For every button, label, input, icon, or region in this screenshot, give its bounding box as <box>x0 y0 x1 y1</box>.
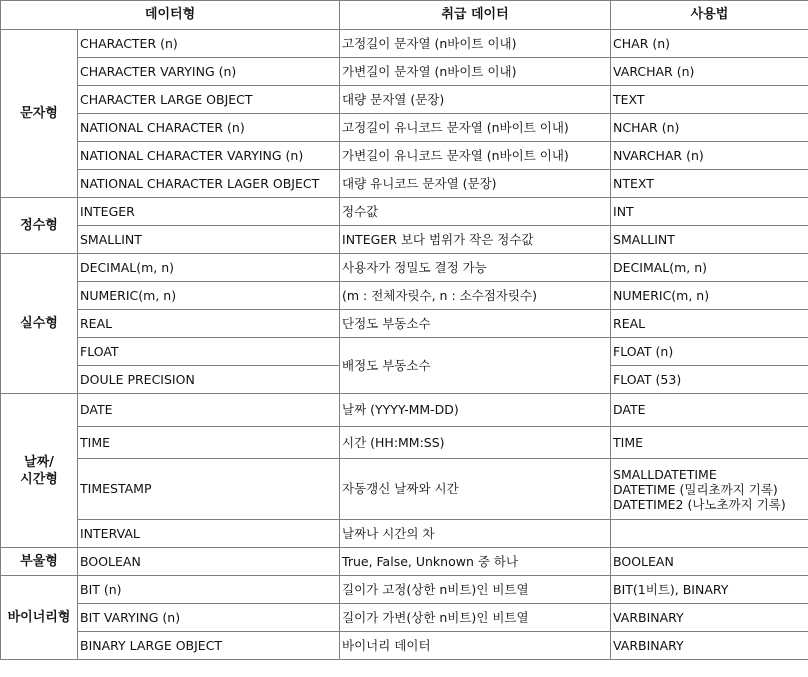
usage-cell: NVARCHAR (n) <box>611 142 808 170</box>
usage-line: DATETIME2 (나노초까지 기록) <box>613 496 786 512</box>
data-cell: 자동갱신 날짜와 시간 <box>340 459 611 520</box>
type-cell: REAL <box>78 310 340 338</box>
usage-cell: VARCHAR (n) <box>611 58 808 86</box>
type-cell: CHARACTER VARYING (n) <box>78 58 340 86</box>
usage-cell <box>611 520 808 548</box>
usage-cell: NCHAR (n) <box>611 114 808 142</box>
table-row <box>1 576 808 604</box>
usage-cell: VARBINARY <box>611 604 808 632</box>
type-cell: DATE <box>78 394 340 427</box>
type-cell: TIMESTAMP <box>78 459 340 520</box>
usage-cell-multiline <box>611 459 808 520</box>
usage-line: SMALLDATETIME <box>613 466 717 482</box>
group-string: 문자형 <box>1 30 78 198</box>
usage-cell: DATE <box>611 394 808 427</box>
group-integer: 정수형 <box>1 198 78 254</box>
usage-cell: BOOLEAN <box>611 548 808 576</box>
data-cell: 날짜나 시간의 차 <box>340 520 611 548</box>
data-cell: 단정도 부동소수 <box>340 310 611 338</box>
table-row <box>1 30 808 58</box>
table-row <box>1 548 808 576</box>
usage-cell: DECIMAL(m, n) <box>611 254 808 282</box>
data-cell: 대량 문자열 (문장) <box>340 86 611 114</box>
table-row <box>1 198 808 226</box>
type-cell: BOOLEAN <box>78 548 340 576</box>
type-cell: BINARY LARGE OBJECT <box>78 632 340 660</box>
data-cell: 사용자가 정밀도 결정 가능 <box>340 254 611 282</box>
data-cell: 고정길이 유니코드 문자열 (n바이트 이내) <box>340 114 611 142</box>
header-handled-data: 취급 데이터 <box>340 1 611 30</box>
data-cell: 길이가 가변(상한 n비트)인 비트열 <box>340 604 611 632</box>
type-cell: NATIONAL CHARACTER (n) <box>78 114 340 142</box>
data-cell: 대량 유니코드 문자열 (문장) <box>340 170 611 198</box>
group-datetime <box>1 394 78 548</box>
header-usage: 사용법 <box>611 1 808 30</box>
usage-cell: NTEXT <box>611 170 808 198</box>
header-datatype: 데이터형 <box>1 1 340 30</box>
table-row <box>1 632 808 660</box>
data-cell: 바이너리 데이터 <box>340 632 611 660</box>
data-cell: 배정도 부동소수 <box>340 338 611 394</box>
usage-cell: BIT(1비트), BINARY <box>611 576 808 604</box>
group-datetime-line1: 날짜/ <box>24 454 54 470</box>
group-boolean: 부울형 <box>1 548 78 576</box>
table-row <box>1 282 808 310</box>
table-row <box>1 226 808 254</box>
usage-line: DATETIME (밀리초까지 기록) <box>613 481 778 497</box>
type-cell: CHARACTER LARGE OBJECT <box>78 86 340 114</box>
data-cell: 가변길이 문자열 (n바이트 이내) <box>340 58 611 86</box>
type-cell: BIT (n) <box>78 576 340 604</box>
type-cell: TIME <box>78 427 340 459</box>
type-cell: CHARACTER (n) <box>78 30 340 58</box>
usage-cell: FLOAT (n) <box>611 338 808 366</box>
usage-cell: SMALLINT <box>611 226 808 254</box>
data-cell: (m : 전체자릿수, n : 소수점자릿수) <box>340 282 611 310</box>
usage-cell: TEXT <box>611 86 808 114</box>
data-cell: True, False, Unknown 중 하나 <box>340 548 611 576</box>
table-row <box>1 604 808 632</box>
table-row <box>1 427 808 459</box>
table-row <box>1 86 808 114</box>
usage-cell: CHAR (n) <box>611 30 808 58</box>
type-cell: BIT VARYING (n) <box>78 604 340 632</box>
usage-cell: NUMERIC(m, n) <box>611 282 808 310</box>
type-cell: SMALLINT <box>78 226 340 254</box>
data-cell: 고정길이 문자열 (n바이트 이내) <box>340 30 611 58</box>
table-row <box>1 114 808 142</box>
usage-cell: REAL <box>611 310 808 338</box>
table-row <box>1 58 808 86</box>
type-cell: INTEGER <box>78 198 340 226</box>
type-cell: INTERVAL <box>78 520 340 548</box>
data-cell: 정수값 <box>340 198 611 226</box>
data-cell: INTEGER 보다 범위가 작은 정수값 <box>340 226 611 254</box>
usage-cell: INT <box>611 198 808 226</box>
table-row <box>1 394 808 427</box>
type-cell: NATIONAL CHARACTER LAGER OBJECT <box>78 170 340 198</box>
type-cell: FLOAT <box>78 338 340 366</box>
type-cell: DECIMAL(m, n) <box>78 254 340 282</box>
type-cell: NATIONAL CHARACTER VARYING (n) <box>78 142 340 170</box>
table-row <box>1 459 808 520</box>
table-row <box>1 142 808 170</box>
usage-cell: FLOAT (53) <box>611 366 808 394</box>
table-row <box>1 254 808 282</box>
usage-cell: VARBINARY <box>611 632 808 660</box>
table-row <box>1 310 808 338</box>
type-cell: NUMERIC(m, n) <box>78 282 340 310</box>
usage-cell: TIME <box>611 427 808 459</box>
data-cell: 길이가 고정(상한 n비트)인 비트열 <box>340 576 611 604</box>
data-cell: 가변길이 유니코드 문자열 (n바이트 이내) <box>340 142 611 170</box>
group-binary: 바이너리형 <box>1 576 78 660</box>
data-cell: 날짜 (YYYY-MM-DD) <box>340 394 611 427</box>
group-datetime-line2: 시간형 <box>20 471 58 487</box>
table-row <box>1 170 808 198</box>
header-row <box>1 1 808 30</box>
table-row <box>1 338 808 366</box>
table-row <box>1 520 808 548</box>
type-cell: DOULE PRECISION <box>78 366 340 394</box>
group-real: 실수형 <box>1 254 78 394</box>
data-cell: 시간 (HH:MM:SS) <box>340 427 611 459</box>
